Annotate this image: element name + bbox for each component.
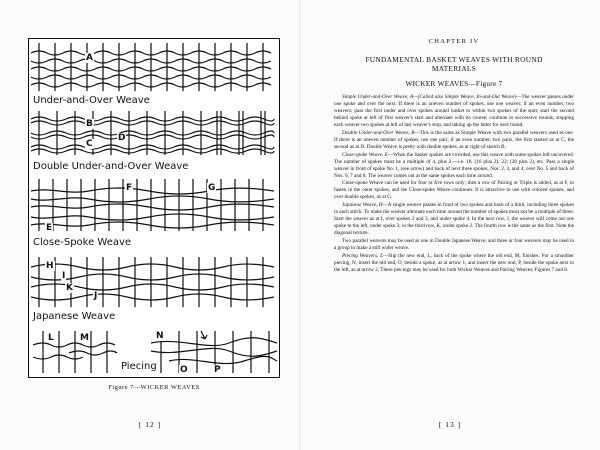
paragraph-text: Close-spoke Weave can be used for four or five rows only; then a row of Pairing or Triple is added, as at F, to fasten in the outer spokes, and the Close-spoke Weave continues. It is attractive to use with colored spokes, and over double spokes, as at G. [334, 180, 574, 201]
weave-letter-e: E [46, 223, 53, 233]
weave-b-drawing [31, 111, 274, 155]
weave-letter-l: L [48, 333, 54, 343]
label-japanese-weave: Japanese Weave [33, 311, 116, 322]
paragraph-head: Simple Under-and-Over Weave, A—(Called also Simple Weave, In-and-Out Weave) [342, 94, 517, 100]
section-title: WICKER WEAVES—Figure 7 [405, 80, 503, 88]
weave-a-drawing [31, 43, 271, 91]
paragraph-head: Close-spoke Weave, E [342, 151, 388, 158]
paragraph-head: Japanese Weave, H [342, 202, 383, 209]
weave-letter-n: N [156, 331, 164, 341]
weave-letter-d: D [118, 133, 126, 143]
paragraph-text: Two parallel weavers may be used as one in Double Japanese Weave; and three or four weavers may be used in a group to make a still wider weave. [334, 237, 574, 251]
weave-letter-a: A [86, 53, 93, 63]
weave-illustrations [29, 39, 280, 378]
paragraph-text: —Slip the new end, L, back of the spoke where the old end, M, finishes. For a smoother piecing, N, insert the old end, O, beside a spoke, as at arrow 1; and insert the new end, P, beside the spoke next to the left, as at arrow 2. These piecings may be used for both Wicker Weaves and Pairing Weaves, Figures 7 and 8. [334, 252, 574, 273]
chapter-title-line-1: FUNDAMENTAL BASKET WEAVES WITH ROUND [365, 55, 543, 64]
paragraph-japanese-weave [334, 202, 574, 237]
weave-h-drawing [31, 257, 274, 307]
paragraph-simple-weave [334, 94, 574, 129]
figure-caption: Figure 7—WICKER WEAVES [108, 384, 200, 391]
weave-letter-k: K [66, 283, 73, 293]
paragraph-text: —When the basket spokes are crowded, use this weave with some spokes left uncovered. The number of spokes must be a multiple of 4, plus 2,—i.e. 18, (16 plus 2); 22; (20 plus 2), etc. Pass a single weaver in front of spoke No. 1, (see arrow) and back of next three spokes, Nos. 2, 3, and 4; over No. 5 and back of Nos. 6, 7 and 8. The weaver comes out at the same spokes each time around. [334, 151, 574, 179]
page-number-left: [ 12 ] [138, 420, 162, 429]
paragraph-close-spoke-continued [334, 180, 574, 201]
weave-letter-f: F [126, 183, 133, 193]
weave-letter-o: O [180, 365, 188, 375]
weave-letter-g: G [208, 183, 216, 193]
weave-e-drawing [31, 179, 274, 231]
weave-letter-m: M [80, 333, 89, 343]
paragraph-head: Piecing Weavers, L [342, 252, 383, 259]
paragraph-close-spoke-weave [334, 152, 574, 180]
chapter-heading: CHAPTER IV [428, 38, 480, 45]
label-close-spoke-weave: Close-Spoke Weave [33, 237, 132, 248]
weave-letter-h: H [46, 261, 54, 271]
paragraph-text: —A single weaver passes in front of two spokes and back of a third, including three spokes in each stitch. To make the weaver alternate each time around the number of spokes must not be a multiple of three. Start the weaver as at I, over spokes 2 and 3, and under spoke 4. In the next row, J, the weaver will come out one spoke to the left, under spoke 3; in the third row, K, under spoke 2. The fourth row is the same as the first. Note the diagonal texture. [334, 202, 574, 237]
chapter-title-line-2: MATERIALS [431, 64, 477, 73]
weave-letter-p: P [214, 365, 221, 375]
label-piecing: Piecing [121, 361, 157, 372]
paragraph-text: —This is the same as Simple Weave with two parallel weavers used as one. If there is an uneven number of spokes, use one pair; if an even number, two pairs, the first started as at C, the second as at D. Double Weave is pretty with double spokes, as at right of sketch B. [334, 129, 574, 150]
paragraph-double-weave [334, 130, 574, 151]
chapter-title [318, 55, 590, 73]
page-number-right: [ 13 ] [438, 420, 462, 429]
wicker-weaves-figure [28, 38, 280, 378]
paragraph-piecing-weavers [334, 253, 574, 274]
right-page [300, 0, 600, 450]
weave-letter-i: I [62, 271, 66, 281]
body-text [334, 94, 574, 274]
paragraph-double-japanese [334, 238, 574, 252]
paragraph-head: Double Under-and-Over Weave, B [342, 129, 415, 136]
weave-letter-j: J [94, 291, 98, 301]
weave-letter-c: C [86, 139, 93, 149]
weave-letter-b: B [86, 119, 93, 129]
label-under-and-over-weave: Under-and-Over Weave [33, 95, 150, 106]
paragraph-text: —The weaver passes under one spoke and over the next. If there is an uneven number of spokes, use one weaver; if an even number, two weavers: pass the first under and over spokes around basket to within two spokes of the start; start the second behind spoke at left of first weaver's start and alternate with its course; continue in successive rounds, stopping each weaver two spokes at left of last weaver's stop, and taking up the latter for next round. [334, 94, 574, 129]
label-double-under-and-over-weave: Double Under-and-Over Weave [33, 161, 189, 172]
